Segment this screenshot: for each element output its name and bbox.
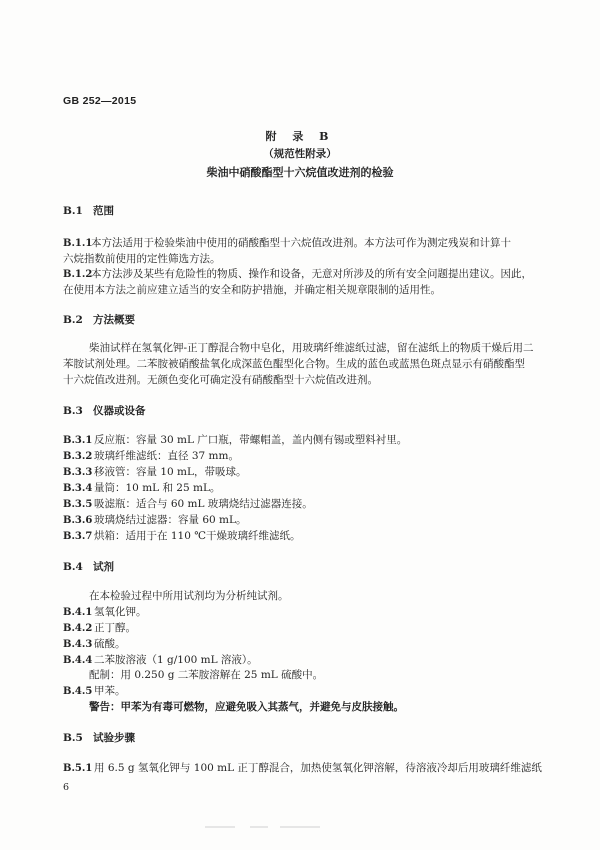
item-number: B.3.2 bbox=[63, 451, 93, 462]
item-number: B.4.3 bbox=[63, 639, 93, 650]
item-number: B.3.4 bbox=[63, 483, 93, 494]
item-text: 氢氧化钾。 bbox=[94, 606, 147, 618]
item-text: 吸滤瓶：适合与 60 mL 玻璃烧结过滤器连接。 bbox=[94, 498, 313, 510]
list-item bbox=[63, 448, 239, 463]
clause-number: B.5.1 bbox=[63, 763, 93, 774]
b4-intro: 在本检验过程中所用试剂均为分析纯试剂。 bbox=[89, 590, 289, 602]
clause-number: B.1.1 bbox=[63, 238, 93, 249]
list-item bbox=[63, 496, 313, 511]
b4-preparation: 配制：用 0.250 g 二苯胺溶解在 25 mL 硫酸中。 bbox=[89, 669, 324, 681]
clause-text: 本方法适用于检验柴油中使用的硝酸酯型十六烷值改进剂。本方法可作为测定残炭和计算十 bbox=[91, 237, 511, 249]
appendix-name: 柴油中硝酸酯型十六烷值改进剂的检验 bbox=[206, 166, 394, 179]
item-text: 甲苯。 bbox=[94, 685, 126, 697]
b2-paragraph-line1: 柴油试样在氢氧化钾-正丁醇混合物中皂化，用玻璃纤维滤纸过滤，留在滤纸上的物质干燥后用二 bbox=[89, 342, 534, 354]
item-text: 量筒：10 mL 和 25 mL。 bbox=[94, 482, 221, 494]
item-text: 移液管：容量 10 mL，带吸球。 bbox=[94, 466, 247, 478]
section-heading-b5 bbox=[63, 730, 135, 745]
section-heading-b4 bbox=[63, 559, 114, 574]
section-heading-b2 bbox=[63, 312, 135, 327]
section-title: 仪器或设备 bbox=[93, 405, 146, 417]
section-number: B.2 bbox=[63, 314, 83, 326]
list-item bbox=[63, 528, 300, 543]
list-item bbox=[63, 432, 407, 447]
item-number: B.3.1 bbox=[63, 435, 93, 446]
clause-b51 bbox=[63, 760, 542, 775]
appendix-kind: （规范性附录） bbox=[263, 148, 337, 160]
clause-text: 本方法涉及某些有危险性的物质、操作和设备，无意对所涉及的所有安全问题提出建议。因此， bbox=[91, 268, 532, 280]
item-text: 玻璃烧结过滤器：容量 60 mL。 bbox=[94, 514, 247, 526]
appendix-title: 附 录 B bbox=[265, 130, 335, 143]
list-item bbox=[63, 464, 246, 479]
page-number: 6 bbox=[63, 782, 70, 793]
item-number: B.4.5 bbox=[63, 686, 93, 697]
item-text: 玻璃纤维滤纸：直径 37 mm。 bbox=[94, 450, 239, 462]
list-item bbox=[63, 636, 126, 651]
clause-number: B.1.2 bbox=[63, 269, 93, 280]
item-number: B.4.1 bbox=[63, 607, 93, 618]
section-title: 范围 bbox=[93, 205, 114, 217]
section-number: B.4 bbox=[63, 561, 83, 573]
section-heading-b1 bbox=[63, 203, 114, 218]
list-item bbox=[63, 604, 147, 619]
section-number: B.3 bbox=[63, 405, 83, 417]
list-item bbox=[63, 620, 136, 635]
item-text: 硫酸。 bbox=[94, 638, 126, 650]
standard-code: GB 252—2015 bbox=[63, 95, 137, 107]
item-number: B.3.6 bbox=[63, 515, 93, 526]
clause-text: 用 6.5 g 氢氧化钾与 100 mL 正丁醇混合，加热使氢氧化钾溶解，待溶液冷却后用玻璃纤维滤纸 bbox=[94, 762, 542, 774]
section-title: 方法概要 bbox=[93, 314, 135, 326]
clause-b11-line2: 六烷指数前使用的定性筛选方法。 bbox=[63, 253, 221, 265]
scan-artifact bbox=[250, 826, 268, 828]
list-item bbox=[63, 512, 246, 527]
section-heading-b3 bbox=[63, 403, 146, 418]
item-text: 二苯胺溶液（1 g/100 mL 溶液）。 bbox=[94, 654, 258, 666]
item-number: B.4.4 bbox=[63, 655, 93, 666]
section-number: B.5 bbox=[63, 732, 83, 744]
item-text: 烘箱：适用于在 110 ℃干燥玻璃纤维滤纸。 bbox=[94, 530, 301, 542]
clause-b11 bbox=[63, 235, 511, 250]
item-number: B.3.5 bbox=[63, 499, 93, 510]
section-number: B.1 bbox=[63, 205, 83, 217]
b2-paragraph-line2: 苯胺试剂处理。二苯胺被硝酸盐氧化成深蓝色醌型化合物。生成的蓝色或蓝黑色斑点显示有硝酸酯型 bbox=[63, 358, 525, 370]
item-number: B.4.2 bbox=[63, 623, 93, 634]
item-text: 正丁醇。 bbox=[94, 622, 136, 634]
item-text: 反应瓶：容量 30 mL 广口瓶，带螺帽盖，盖内侧有锡或塑料衬里。 bbox=[94, 434, 408, 446]
section-title: 试剂 bbox=[93, 561, 114, 573]
clause-b12-line2: 在使用本方法之前应建立适当的安全和防护措施，并确定相关规章限制的适用性。 bbox=[63, 284, 441, 296]
item-number: B.3.7 bbox=[63, 531, 93, 542]
warning-text: 警告：甲苯为有毒可燃物，应避免吸入其蒸气，并避免与皮肤接触。 bbox=[89, 701, 404, 713]
list-item bbox=[63, 683, 126, 698]
section-title: 试验步骤 bbox=[93, 732, 135, 744]
b2-paragraph-line3: 十六烷值改进剂。无颜色变化可确定没有硝酸酯型十六烷值改进剂。 bbox=[63, 374, 378, 386]
item-number: B.3.3 bbox=[63, 467, 93, 478]
list-item bbox=[63, 652, 258, 667]
scan-artifact bbox=[280, 826, 320, 828]
list-item bbox=[63, 480, 220, 495]
clause-b12 bbox=[63, 266, 532, 281]
scan-artifact bbox=[205, 826, 235, 828]
